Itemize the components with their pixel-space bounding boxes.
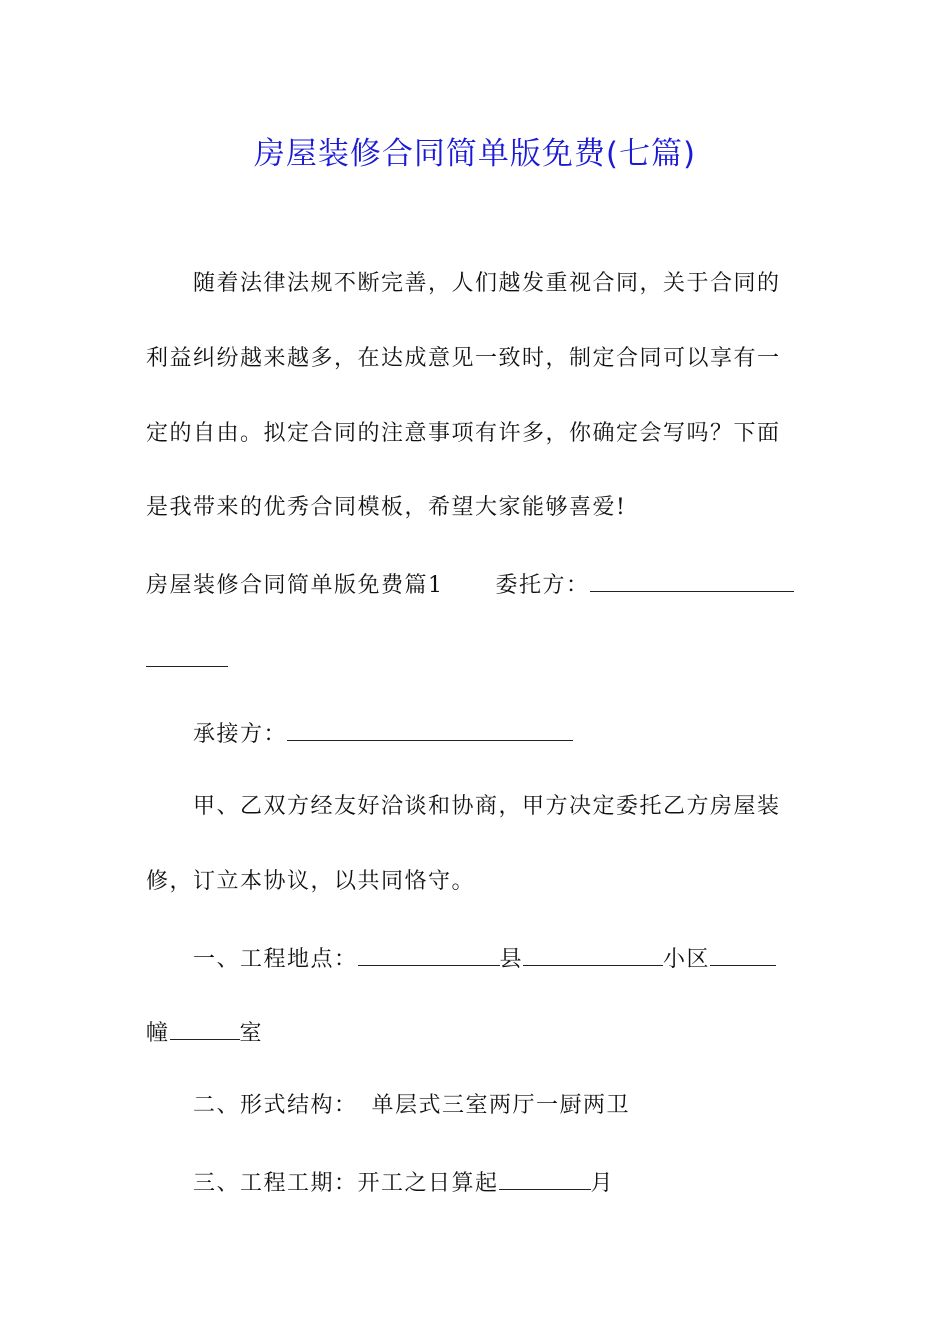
duration-label: 三、工程工期：开工之日算起 (193, 1171, 499, 1196)
duration-blank (499, 1165, 591, 1190)
structure-label: 二、形式结构： (193, 1093, 358, 1118)
building-blank (710, 941, 776, 966)
client-blank (590, 567, 794, 592)
contractor-label: 承接方： (193, 722, 288, 747)
location-label: 一、工程地点： (193, 947, 358, 972)
county-blank (358, 941, 500, 966)
intro-line-2: 利益纠纷越来越多，在达成意见一致时，制定合同可以享有一 (146, 346, 781, 371)
building-label: 幢 (146, 1021, 170, 1046)
structure-value: 单层式三室两厅一厨两卫 (371, 1093, 631, 1118)
client-blank-continued (146, 642, 228, 667)
community-label: 小区 (663, 947, 711, 972)
agreement-line-1: 甲、乙双方经友好洽谈和协商，甲方决定委托乙方房屋装 (193, 794, 781, 819)
intro-line-3: 定的自由。拟定合同的注意事项有许多，你确定会写吗？下面 (146, 421, 781, 446)
intro-line-4: 是我带来的优秀合同模板，希望大家能够喜爱! (146, 495, 627, 520)
location-line (193, 941, 806, 976)
structure-line (193, 1090, 806, 1122)
room-blank (170, 1015, 240, 1040)
document-title: 房屋装修合同简单版免费(七篇) (253, 136, 697, 172)
room-label: 室 (239, 1021, 264, 1046)
client-label: 委托方： (495, 573, 590, 598)
county-label: 县 (499, 947, 524, 972)
duration-line (193, 1165, 806, 1200)
intro-line-1: 随着法律法规不断完善，人们越发重视合同，关于合同的 (193, 271, 781, 296)
client-blank-continuation-line (146, 642, 806, 677)
agreement-line-2: 修，订立本协议，以共同恪守。 (146, 869, 476, 894)
section-heading: 房屋装修合同简单版免费篇1 (146, 573, 444, 598)
section-heading-line (146, 567, 806, 602)
location-line-continued (146, 1015, 806, 1050)
community-blank (523, 941, 663, 966)
duration-unit: 月 (590, 1171, 615, 1196)
contractor-blank (287, 716, 573, 741)
contractor-line (193, 716, 806, 751)
